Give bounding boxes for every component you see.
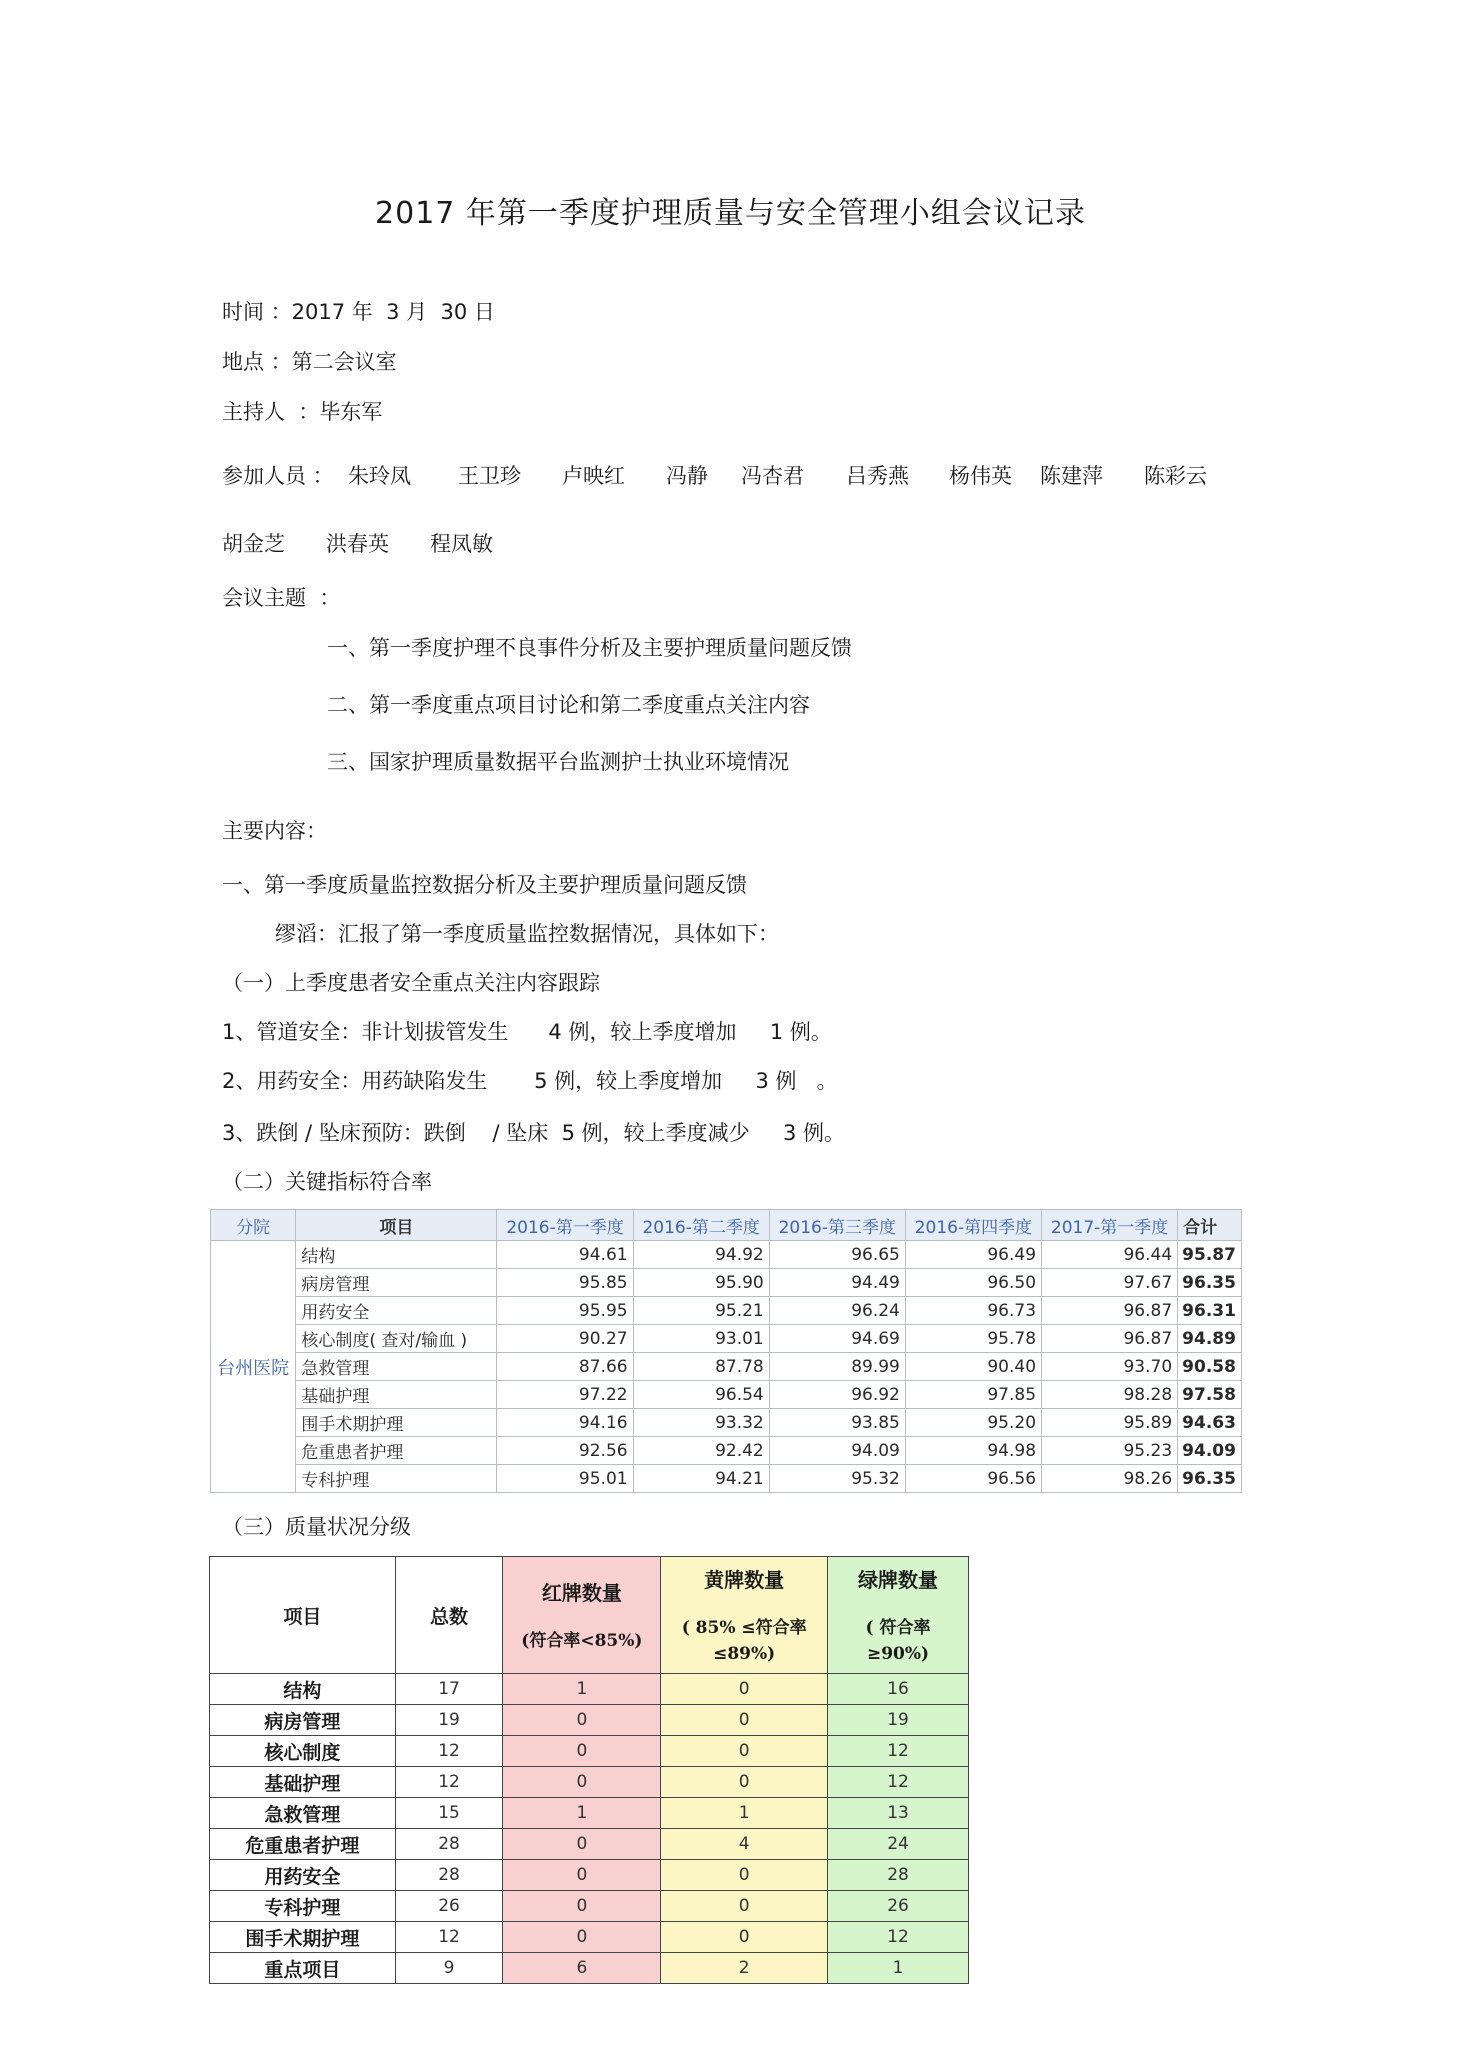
table-row [211, 1241, 1242, 1269]
red-header-note: (符合率<85%) [521, 1630, 643, 1651]
attendee-name: 程凤敏 [430, 532, 493, 556]
item-cell: 专科护理 [210, 1891, 396, 1922]
table-row [210, 1798, 969, 1829]
value-cell: 94.49 [769, 1269, 905, 1297]
count-cell: 24 [828, 1829, 969, 1860]
value-cell: 95.85 [497, 1269, 633, 1297]
value-cell: 96.56 [905, 1465, 1041, 1493]
item-cell: 用药安全 [210, 1860, 396, 1891]
topic-item: 一、第一季度护理不良事件分析及主要护理质量问题反馈 [327, 636, 852, 660]
yellow-header-title: 黄牌数量 [704, 1567, 785, 1592]
attendee-name: 冯静 [666, 464, 708, 488]
table-row [211, 1465, 1242, 1493]
table-header-row [211, 1210, 1242, 1241]
column-header-green [828, 1557, 969, 1674]
value-cell: 97.85 [905, 1381, 1041, 1409]
item-cell: 危重患者护理 [210, 1829, 396, 1860]
value-cell: 96.73 [905, 1297, 1041, 1325]
count-cell: 0 [661, 1705, 828, 1736]
count-cell: 1 [503, 1798, 661, 1829]
table-row [211, 1437, 1242, 1465]
table-row [211, 1409, 1242, 1437]
value-cell: 94.21 [633, 1465, 769, 1493]
value-cell: 89.99 [769, 1353, 905, 1381]
subsection-heading: （三）质量状况分级 [222, 1515, 411, 1539]
count-cell: 15 [395, 1798, 503, 1829]
value-cell: 93.32 [633, 1409, 769, 1437]
value-cell: 94.98 [905, 1437, 1041, 1465]
table-row [211, 1325, 1242, 1353]
count-cell: 0 [661, 1736, 828, 1767]
item-cell: 围手术期护理 [296, 1409, 497, 1437]
count-cell: 0 [661, 1922, 828, 1953]
count-cell: 28 [395, 1860, 503, 1891]
topic-item: 二、第一季度重点项目讨论和第二季度重点关注内容 [327, 693, 810, 717]
column-header: 总数 [395, 1557, 503, 1674]
attendee-name: 吕秀燕 [846, 464, 909, 488]
column-header: 项目 [296, 1210, 497, 1241]
count-cell: 12 [395, 1736, 503, 1767]
column-header: 2016-第三季度 [769, 1210, 905, 1241]
yellow-header-note: ( 85% ≤符合率 ≤89%) [681, 1617, 807, 1664]
value-cell: 97.67 [1042, 1269, 1178, 1297]
item-cell: 病房管理 [210, 1705, 396, 1736]
value-cell: 94.92 [633, 1241, 769, 1269]
value-cell: 90.27 [497, 1325, 633, 1353]
value-cell: 97.58 [1178, 1381, 1242, 1409]
table-row [210, 1674, 969, 1705]
topic-item: 三、国家护理质量数据平台监测护士执业环境情况 [327, 750, 789, 774]
value-cell: 94.16 [497, 1409, 633, 1437]
column-header-red [503, 1557, 661, 1674]
table-row [210, 1860, 969, 1891]
table-row [210, 1922, 969, 1953]
item-cell: 病房管理 [296, 1269, 497, 1297]
item-cell: 用药安全 [296, 1297, 497, 1325]
item-cell: 围手术期护理 [210, 1922, 396, 1953]
red-header-title: 红牌数量 [541, 1580, 622, 1605]
value-cell: 94.09 [769, 1437, 905, 1465]
column-header: 合计 [1178, 1210, 1242, 1241]
table-row [211, 1269, 1242, 1297]
attendee-name: 王卫珍 [458, 464, 521, 488]
value-cell: 93.70 [1042, 1353, 1178, 1381]
attendee-name: 冯杏君 [741, 464, 804, 488]
count-cell: 28 [395, 1829, 503, 1860]
table-row [210, 1736, 969, 1767]
count-cell: 12 [395, 1922, 503, 1953]
safety-point: 3、跌倒 / 坠床预防：跌倒 / 坠床 5 例，较上季度减少 3 例。 [222, 1121, 846, 1145]
count-cell: 9 [395, 1953, 503, 1984]
item-cell: 危重患者护理 [296, 1437, 497, 1465]
value-cell: 96.35 [1178, 1465, 1242, 1493]
item-cell: 急救管理 [210, 1798, 396, 1829]
count-cell: 12 [828, 1736, 969, 1767]
item-cell: 专科护理 [296, 1465, 497, 1493]
count-cell: 26 [395, 1891, 503, 1922]
count-cell: 16 [828, 1674, 969, 1705]
value-cell: 94.09 [1178, 1437, 1242, 1465]
value-cell: 96.87 [1042, 1297, 1178, 1325]
attendee-name: 陈彩云 [1144, 464, 1207, 488]
count-cell: 0 [661, 1860, 828, 1891]
table-row [211, 1381, 1242, 1409]
value-cell: 94.63 [1178, 1409, 1242, 1437]
column-header-yellow [661, 1557, 828, 1674]
count-cell: 19 [828, 1705, 969, 1736]
count-cell: 1 [661, 1798, 828, 1829]
value-cell: 87.66 [497, 1353, 633, 1381]
value-cell: 93.01 [633, 1325, 769, 1353]
count-cell: 13 [828, 1798, 969, 1829]
item-cell: 结构 [296, 1241, 497, 1269]
meeting-host: 主持人 ：毕东军 [222, 400, 383, 424]
column-header: 2016-第一季度 [497, 1210, 633, 1241]
item-cell: 核心制度 [210, 1736, 396, 1767]
green-header-note: ( 符合率 ≥90%) [865, 1617, 931, 1664]
value-cell: 90.58 [1178, 1353, 1242, 1381]
report-text: 缪滔：汇报了第一季度质量监控数据情况，具体如下： [275, 922, 779, 946]
value-cell: 96.65 [769, 1241, 905, 1269]
item-cell: 基础护理 [210, 1767, 396, 1798]
count-cell: 0 [503, 1922, 661, 1953]
quality-grade-table [209, 1556, 969, 1984]
value-cell: 90.40 [905, 1353, 1041, 1381]
value-cell: 96.44 [1042, 1241, 1178, 1269]
table-row [210, 1891, 969, 1922]
meeting-place: 地点 ：第二会议室 [222, 350, 397, 374]
value-cell: 97.22 [497, 1381, 633, 1409]
value-cell: 98.28 [1042, 1381, 1178, 1409]
count-cell: 12 [828, 1767, 969, 1798]
count-cell: 12 [395, 1767, 503, 1798]
column-header: 分院 [211, 1210, 296, 1241]
count-cell: 0 [503, 1829, 661, 1860]
value-cell: 96.92 [769, 1381, 905, 1409]
value-cell: 94.61 [497, 1241, 633, 1269]
indicator-table [210, 1209, 1242, 1493]
safety-point: 1、管道安全：非计划拔管发生 4 例，较上季度增加 1 例。 [222, 1020, 832, 1044]
content-label: 主要内容： [222, 819, 327, 843]
count-cell: 0 [661, 1767, 828, 1798]
value-cell: 95.32 [769, 1465, 905, 1493]
count-cell: 0 [503, 1891, 661, 1922]
subsection-heading: （二）关键指标符合率 [222, 1170, 432, 1194]
value-cell: 98.26 [1042, 1465, 1178, 1493]
count-cell: 0 [503, 1860, 661, 1891]
value-cell: 95.89 [1042, 1409, 1178, 1437]
value-cell: 95.95 [497, 1297, 633, 1325]
item-cell: 基础护理 [296, 1381, 497, 1409]
table-header-row [210, 1557, 969, 1674]
attendee-name: 朱玲凤 [348, 464, 411, 488]
attendee-name: 胡金芝 [222, 532, 285, 556]
topics-label: 会议主题 ： [222, 586, 341, 610]
column-header: 项目 [210, 1557, 396, 1674]
count-cell: 28 [828, 1860, 969, 1891]
count-cell: 12 [828, 1922, 969, 1953]
count-cell: 0 [661, 1674, 828, 1705]
document-title: 2017 年第一季度护理质量与安全管理小组会议记录 [375, 196, 1086, 231]
count-cell: 1 [503, 1674, 661, 1705]
table-row [211, 1297, 1242, 1325]
value-cell: 96.31 [1178, 1297, 1242, 1325]
table-row [210, 1767, 969, 1798]
safety-point: 2、用药安全：用药缺陷发生 5 例，较上季度增加 3 例 。 [222, 1069, 838, 1093]
section-heading: 一、第一季度质量监控数据分析及主要护理质量问题反馈 [222, 873, 747, 897]
value-cell: 95.01 [497, 1465, 633, 1493]
table-row [210, 1953, 969, 1984]
value-cell: 87.78 [633, 1353, 769, 1381]
value-cell: 95.20 [905, 1409, 1041, 1437]
item-cell: 重点项目 [210, 1953, 396, 1984]
count-cell: 0 [503, 1736, 661, 1767]
item-cell: 结构 [210, 1674, 396, 1705]
value-cell: 92.56 [497, 1437, 633, 1465]
value-cell: 96.35 [1178, 1269, 1242, 1297]
value-cell: 95.23 [1042, 1437, 1178, 1465]
column-header: 2016-第二季度 [633, 1210, 769, 1241]
column-header: 2017-第一季度 [1042, 1210, 1178, 1241]
value-cell: 92.42 [633, 1437, 769, 1465]
table-row [210, 1705, 969, 1736]
count-cell: 19 [395, 1705, 503, 1736]
green-header-title: 绿牌数量 [858, 1567, 939, 1592]
value-cell: 94.89 [1178, 1325, 1242, 1353]
item-cell: 核心制度( 查对/输血 ) [296, 1325, 497, 1353]
attendee-name: 洪春英 [326, 532, 389, 556]
count-cell: 0 [661, 1891, 828, 1922]
column-header: 2016-第四季度 [905, 1210, 1041, 1241]
count-cell: 26 [828, 1891, 969, 1922]
value-cell: 95.21 [633, 1297, 769, 1325]
count-cell: 0 [503, 1767, 661, 1798]
count-cell: 6 [503, 1953, 661, 1984]
value-cell: 95.90 [633, 1269, 769, 1297]
item-cell: 急救管理 [296, 1353, 497, 1381]
value-cell: 96.54 [633, 1381, 769, 1409]
meeting-time: 时间 ：2017 年 3 月 30 日 [222, 300, 495, 324]
table-row [211, 1353, 1242, 1381]
count-cell: 0 [503, 1705, 661, 1736]
value-cell: 96.50 [905, 1269, 1041, 1297]
count-cell: 17 [395, 1674, 503, 1705]
attendee-name: 卢映红 [562, 464, 625, 488]
subsection-heading: （一）上季度患者安全重点关注内容跟踪 [222, 971, 600, 995]
count-cell: 4 [661, 1829, 828, 1860]
value-cell: 93.85 [769, 1409, 905, 1437]
count-cell: 1 [828, 1953, 969, 1984]
value-cell: 96.49 [905, 1241, 1041, 1269]
branch-cell: 台州医院 [211, 1241, 296, 1493]
value-cell: 95.78 [905, 1325, 1041, 1353]
table-row [210, 1829, 969, 1860]
value-cell: 94.69 [769, 1325, 905, 1353]
attendee-name: 杨伟英 [949, 464, 1012, 488]
value-cell: 96.87 [1042, 1325, 1178, 1353]
attendees-label: 参加人员 ： [222, 464, 334, 488]
attendee-name: 陈建萍 [1040, 464, 1103, 488]
count-cell: 2 [661, 1953, 828, 1984]
value-cell: 95.87 [1178, 1241, 1242, 1269]
value-cell: 96.24 [769, 1297, 905, 1325]
